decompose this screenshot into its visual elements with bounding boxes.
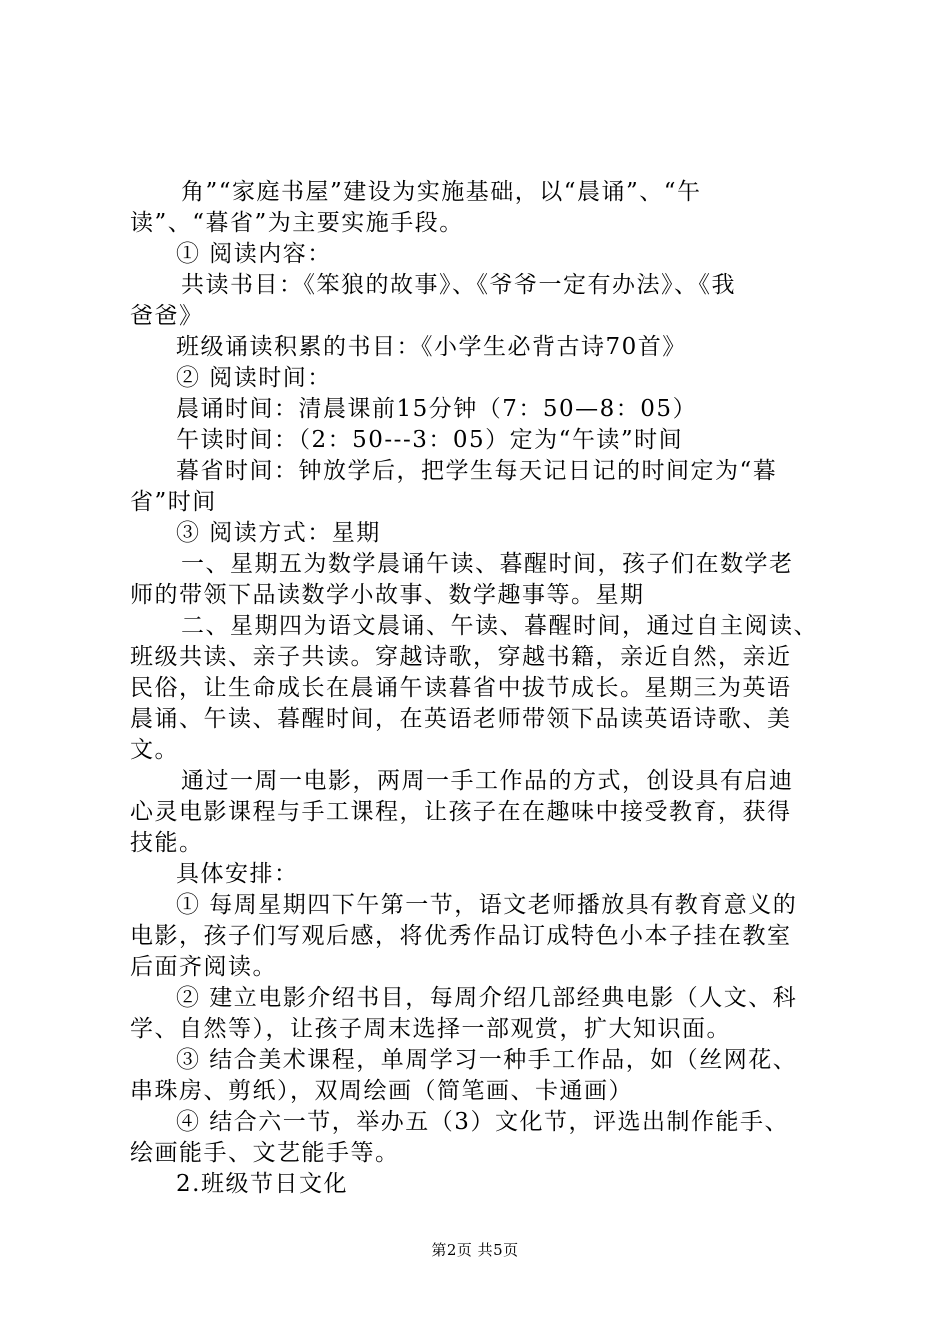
text-line: ② 建立电影介绍书目，每周介绍几部经典电影（人文、科 [176, 985, 798, 1011]
text-line: 文。 [130, 737, 179, 763]
text-line: 民俗，让生命成长在晨诵午读暮省中拔节成长。星期三为英语 [130, 675, 792, 701]
text-line: 暮省时间：钟放学后，把学生每天记日记的时间定为“暮 [176, 458, 778, 484]
text-line: 师的带领下品读数学小故事、数学趣事等。星期 [130, 582, 645, 608]
text-line: 通过一周一电影，两周一手工作品的方式，创设具有启迪 [181, 768, 794, 794]
text-line: ④ 结合六一节，举办五（3）文化节，评选出制作能手、 [176, 1109, 789, 1135]
text-line: 具体安排： [176, 861, 299, 887]
text-line: 后面齐阅读。 [130, 954, 277, 980]
text-line: ③ 阅读方式：星期 [176, 520, 381, 546]
text-line: 学、自然等），让孩子周末选择一部观赏，扩大知识面。 [130, 1016, 731, 1042]
page-number: 第2页 共5页 [431, 1241, 519, 1259]
text-line: 晨诵时间：清晨课前15分钟（7：50—8：05） [176, 396, 698, 422]
text-line: ③ 结合美术课程，单周学习一种手工作品，如（丝网花、 [176, 1047, 798, 1073]
text-line: 角”“家庭书屋”建设为实施基础，以“晨诵”、“午 [181, 179, 702, 205]
text-line: ① 每周星期四下午第一节，语文老师播放具有教育意义的 [176, 892, 798, 918]
text-line: 绘画能手、文艺能手等。 [130, 1140, 400, 1166]
text-line: 爸爸》 [130, 303, 204, 329]
text-line: 省”时间 [130, 489, 217, 515]
text-line: 班级诵读积累的书目：《小学生必背古诗70首》 [176, 334, 687, 360]
text-line: ② 阅读时间： [176, 365, 332, 391]
text-line: 串珠房、剪纸），双周绘画（简笔画、卡通画） [130, 1078, 633, 1104]
text-line: 班级共读、亲子共读。穿越诗歌，穿越书籍，亲近自然，亲近 [130, 644, 792, 670]
text-line: 一、星期五为数学晨诵午读、暮醒时间，孩子们在数学老 [181, 551, 794, 577]
text-line: 技能。 [130, 830, 204, 856]
text-line: 共读书目：《笨狼的故事》、《爷爷一定有办法》、《我 [181, 272, 736, 298]
section-heading: 2.班级节日文化 [176, 1171, 348, 1197]
text-line: 二、星期四为语文晨诵、午读、暮醒时间，通过自主阅读、 [181, 613, 818, 639]
text-line: 晨诵、午读、暮醒时间，在英语老师带领下品读英语诗歌、美 [130, 706, 792, 732]
text-line: 午读时间：（2：50---3：05）定为“午读”时间 [176, 427, 684, 453]
text-line: 电影，孩子们写观后感，将优秀作品订成特色小本子挂在教室 [130, 923, 792, 949]
text-line: ① 阅读内容： [176, 241, 332, 267]
text-line: 心灵电影课程与手工课程，让孩子在在趣味中接受教育，获得 [130, 799, 792, 825]
text-line: 读”、“暮省”为主要实施手段。 [130, 210, 464, 236]
